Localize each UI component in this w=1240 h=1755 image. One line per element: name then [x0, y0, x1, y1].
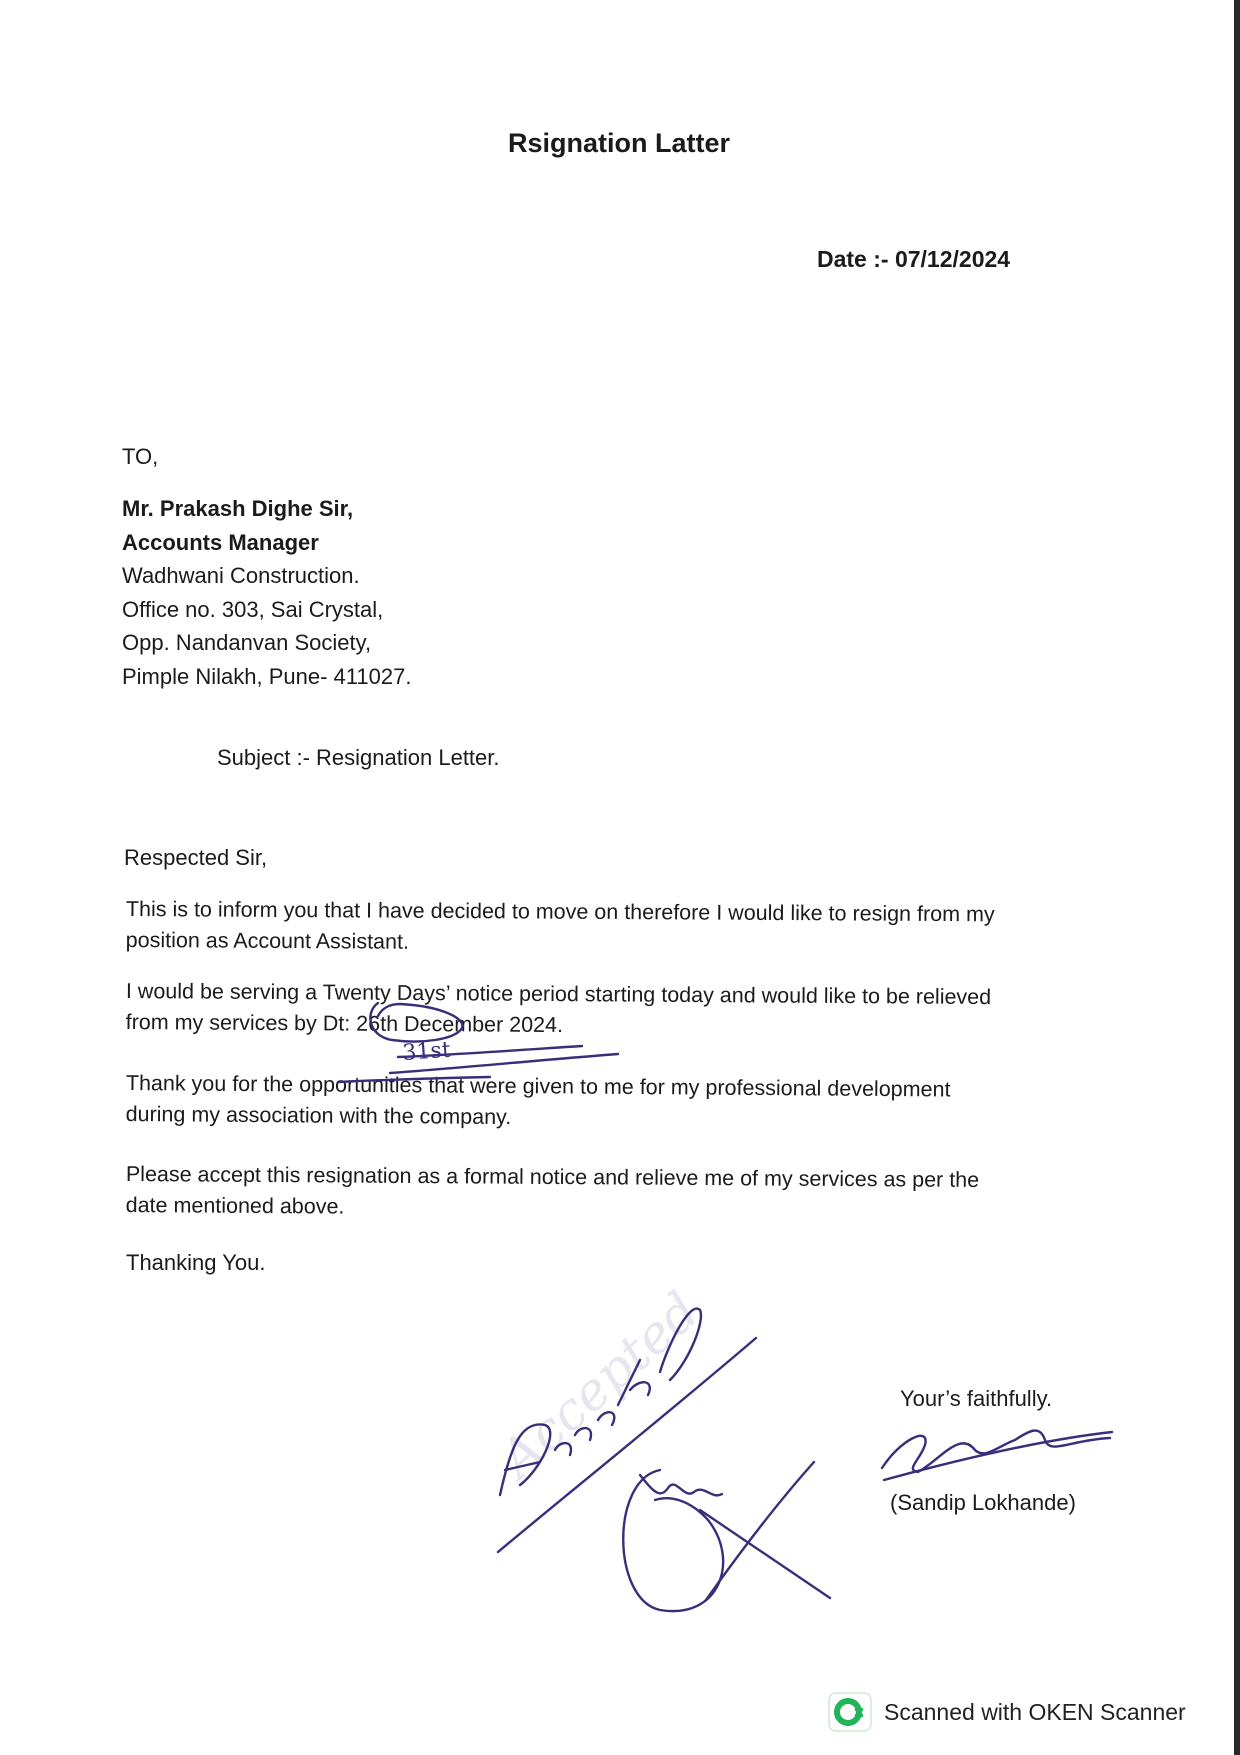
paragraph-4-line-2: date mentioned above.: [125, 1192, 345, 1219]
scanner-footer: [828, 1692, 1186, 1732]
initials-wave: [640, 1475, 722, 1495]
paragraph-2-line-2: from my services by Dt: 26th December 2024.: [125, 1009, 564, 1038]
address-line-2: Opp. Nandanvan Society,: [122, 630, 372, 655]
paragraph-3-line-1: Thank you for the opportunities that were given to me for my professional development: [125, 1070, 951, 1102]
recipient-company: Wadhwani Construction.: [122, 563, 360, 588]
address-line-1: Office no. 303, Sai Crystal,: [122, 596, 384, 622]
oken-scanner-logo-icon: [828, 1692, 872, 1732]
signer-name: (Sandip Lokhande): [890, 1490, 1076, 1515]
recipient-name: Mr. Prakash Dighe Sir,: [122, 496, 354, 521]
date-circle-mark: [370, 1003, 462, 1042]
letter-title: Rsignation Latter: [508, 128, 731, 158]
paragraph-2-line-1: I would be serving a Twenty Days’ notice period starting today and would like to be relieved: [125, 978, 992, 1010]
correction-text: 31st: [401, 1037, 452, 1066]
accepted-text: Accepted: [488, 1281, 711, 1490]
scanner-watermark-text: Scanned with OKEN Scanner: [884, 1698, 1186, 1725]
letter-date: Date :- 07/12/2024: [817, 246, 1011, 272]
recipient-designation: Accounts Manager: [122, 529, 319, 555]
paragraph-4-line-1: Please accept this resignation as a formal notice and relieve me of my services as per the: [125, 1161, 980, 1192]
strike-mark: [338, 1077, 490, 1082]
address-line-3: Pimple Nilakh, Pune- 411027.: [122, 663, 412, 689]
to-label: TO,: [122, 444, 159, 469]
salutation: Respected Sir,: [124, 845, 268, 870]
sign-off: Your’s faithfully.: [900, 1386, 1053, 1411]
initials-cross-1: [700, 1510, 830, 1598]
paragraph-3-line-2: during my association with the company.: [125, 1101, 512, 1130]
paragraph-1-line-2: position as Account Assistant.: [125, 927, 410, 954]
closing-line: Thanking You.: [126, 1250, 266, 1275]
initials-cross-2: [706, 1462, 814, 1600]
subject-line: Subject :- Resignation Letter.: [217, 745, 500, 770]
paragraph-1-line-1: This is to inform you that I have decided to move on therefore I would like to resign from my: [125, 896, 995, 927]
